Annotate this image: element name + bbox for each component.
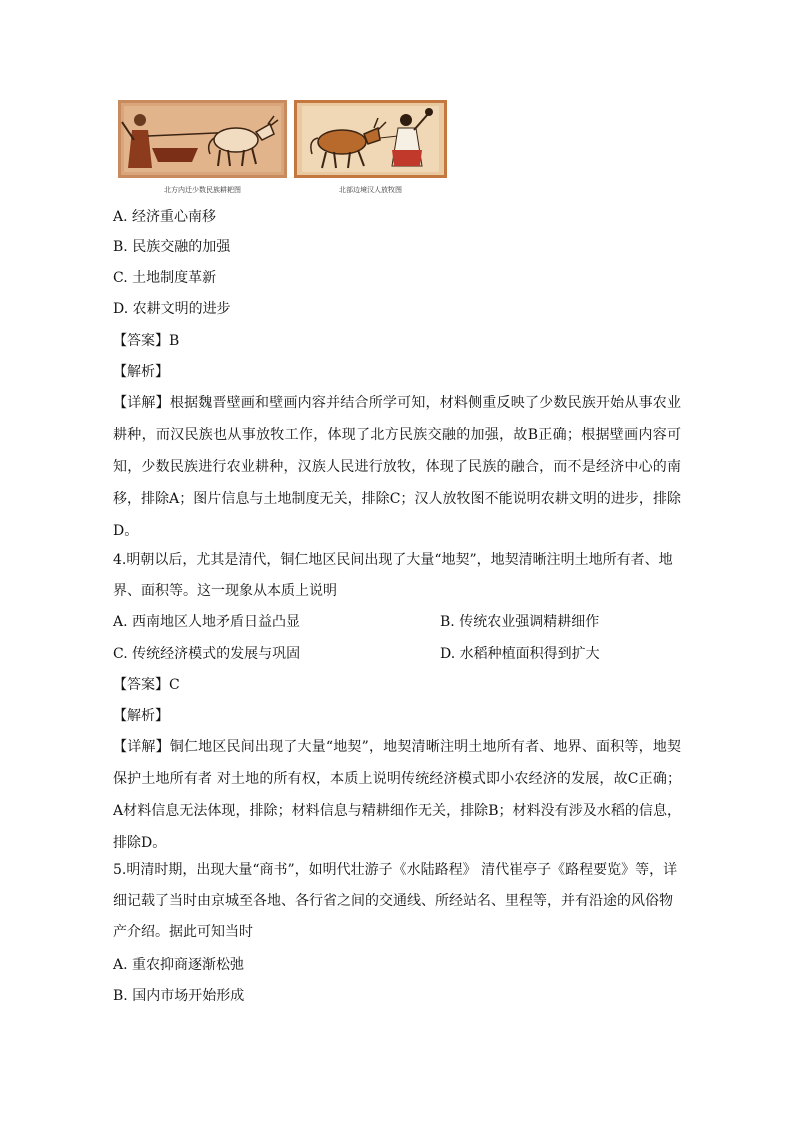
q5-stem: 5.明清时期，出现大量“商书”，如明代壮游子《水陆路程》 清代崔亭子《路程要览》等，详细记载了当时由京城至各地、各行省之间的交通线、所经站名、里程等，并有沿途的风俗物产介绍。据此可知当时 bbox=[113, 862, 678, 940]
q4-option-a: A. 西南地区人地矛盾日益凸显 bbox=[113, 614, 301, 630]
q4-detail bbox=[113, 731, 681, 859]
q3-option-c: C. 土地制度革新 bbox=[113, 270, 217, 286]
mural-herding-image bbox=[294, 100, 447, 178]
figure-caption-left: 北方内迁少数民族耕耙图 bbox=[164, 186, 241, 194]
q4-detail-text: 铜仁地区民间出现了大量“地契”，地契清晰注明土地所有者、地界、面积等，地契保护土地所有者 对土地的所有权，本质上说明传统经济模式即小农经济的发展，故C正确；A材料信息无法体现，排除；材料信息与精耕细作无关，排除B；材料没有涉及水稻的信息，排除D。 bbox=[113, 739, 682, 851]
q4-stem: 4.明朝以后，尤其是清代，铜仁地区民间出现了大量“地契”，地契清晰注明土地所有者、地界、面积等。这一现象从本质上说明 bbox=[113, 552, 673, 599]
q3-answer: 【答案】B bbox=[113, 333, 180, 349]
figure-caption-right: 北部边境汉人放牧图 bbox=[339, 186, 402, 194]
q4-analysis-label: 【解析】 bbox=[113, 708, 169, 724]
q3-analysis-label: 【解析】 bbox=[113, 364, 169, 380]
q4-option-c: C. 传统经济模式的发展与巩固 bbox=[113, 646, 301, 662]
q4-answer: 【答案】C bbox=[113, 677, 180, 693]
q5-option-a: A. 重农抑商逐渐松弛 bbox=[113, 957, 245, 973]
herding-mural-icon bbox=[294, 100, 447, 178]
q5-option-b: B. 国内市场开始形成 bbox=[113, 988, 245, 1004]
q4-detail-label: 【详解】 bbox=[113, 739, 170, 755]
q3-detail-label: 【详解】 bbox=[113, 395, 170, 411]
q3-detail-text: 根据魏晋壁画和壁画内容并结合所学可知，材料侧重反映了少数民族开始从事农业耕种，而汉民族也从事放牧工作，体现了北方民族交融的加强，故B正确；根据壁画内容可知，少数民族进行农业耕种，汉族人民进行放牧，体现了民族的融合，而不是经济中心的南移，排除A；图片信息与土地制度无关，排除C；汉人放牧图不能说明农耕文明的进步，排除D。 bbox=[113, 395, 682, 539]
q3-option-b: B. 民族交融的加强 bbox=[113, 239, 231, 255]
q4-option-b: B. 传统农业强调精耕细作 bbox=[440, 614, 600, 630]
q3-option-a: A. 经济重心南移 bbox=[113, 209, 217, 225]
mural-ploughing-image bbox=[118, 100, 287, 178]
q3-detail bbox=[113, 387, 681, 547]
q4-option-d: D. 水稻种植面积得到扩大 bbox=[440, 646, 600, 662]
ploughing-mural-icon bbox=[118, 100, 287, 178]
q3-option-d: D. 农耕文明的进步 bbox=[113, 301, 231, 317]
